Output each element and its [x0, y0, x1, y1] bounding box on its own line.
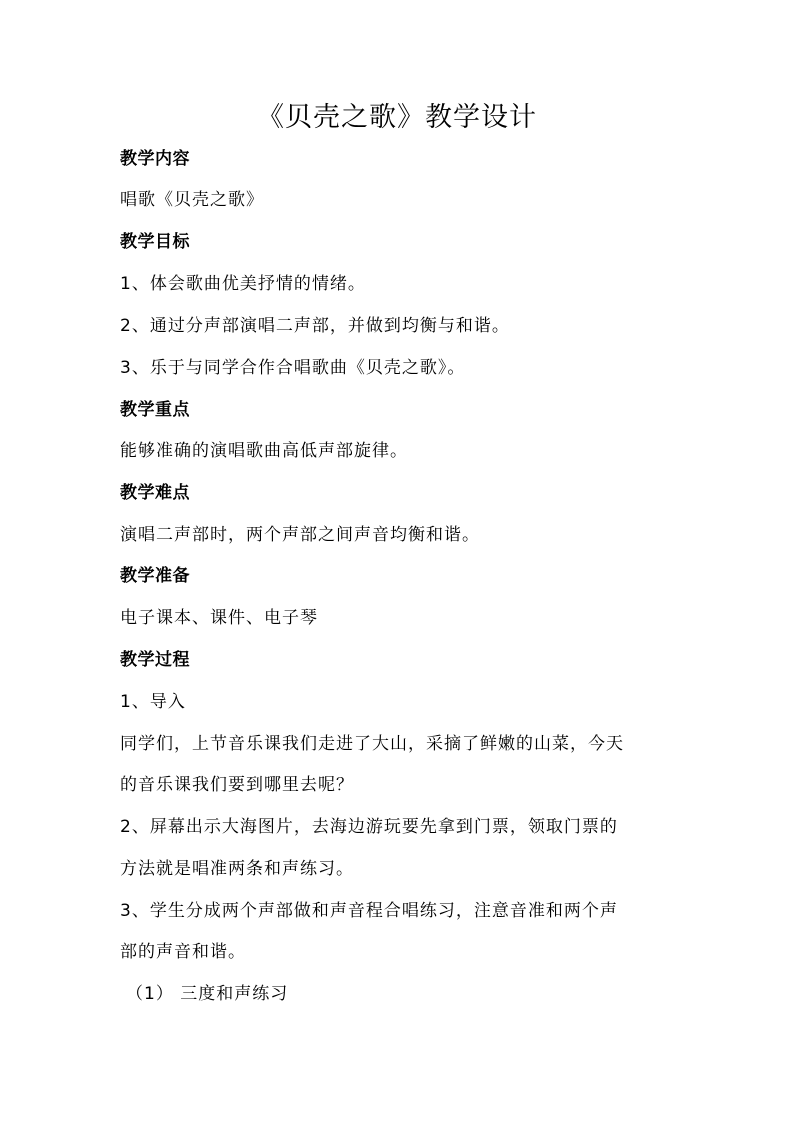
preparation-line-1: 电子课本、课件、电子琴 — [120, 608, 318, 628]
difficulties-line-1: 演唱二声部时，两个声部之间声音均衡和谐。 — [120, 525, 480, 545]
process-line-5: 方法就是唱准两条和声练习。 — [120, 859, 354, 879]
section-heading-content: 教学内容 — [120, 149, 190, 169]
goals-line-3: 3、乐于与同学合作合唱歌曲《贝壳之歌》。 — [120, 358, 466, 378]
document-title: 《贝壳之歌》教学设计 — [257, 102, 537, 133]
section-heading-key-points: 教学重点 — [120, 400, 190, 420]
section-heading-process: 教学过程 — [120, 650, 190, 670]
section-heading-goals: 教学目标 — [120, 232, 190, 252]
process-line-1: 1、导入 — [120, 692, 186, 712]
content-line-1: 唱歌《贝壳之歌》 — [120, 190, 264, 210]
process-line-3: 的音乐课我们要到哪里去呢？ — [120, 775, 354, 795]
goals-line-2: 2、通过分声部演唱二声部，并做到均衡与和谐。 — [120, 316, 510, 336]
process-line-6: 3、学生分成两个声部做和声音程合唱练习，注意音准和两个声 — [120, 901, 618, 921]
section-heading-difficulties: 教学难点 — [120, 483, 190, 503]
section-heading-preparation: 教学准备 — [120, 566, 190, 586]
process-line-8: （1） 三度和声练习 — [126, 984, 289, 1004]
goals-line-1: 1、体会歌曲优美抒情的情绪。 — [120, 274, 366, 294]
process-line-2: 同学们，上节音乐课我们走进了大山，采摘了鲜嫩的山菜，今天 — [120, 734, 624, 754]
process-line-4: 2、屏幕出示大海图片，去海边游玩要先拿到门票，领取门票的 — [120, 817, 618, 837]
process-line-7: 部的声音和谐。 — [120, 942, 246, 962]
key-points-line-1: 能够准确的演唱歌曲高低声部旋律。 — [120, 441, 408, 461]
